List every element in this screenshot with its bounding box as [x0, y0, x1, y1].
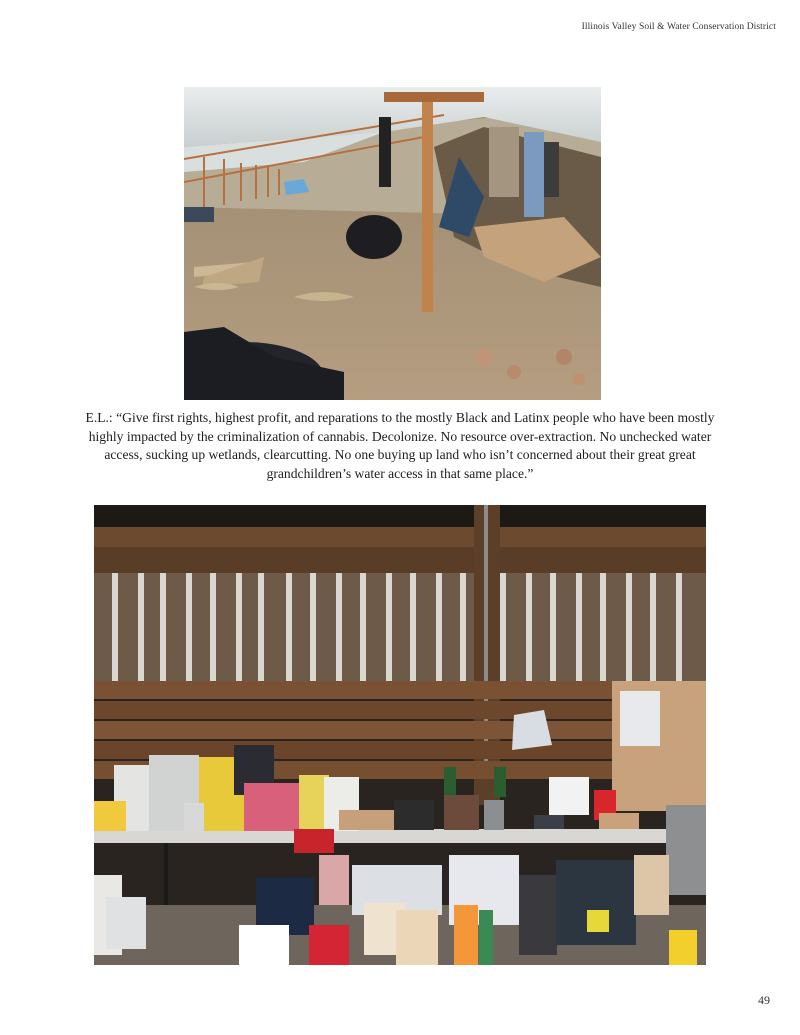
photo-hoophouse-encampment	[184, 87, 601, 400]
running-header: Illinois Valley Soil & Water Conservation District	[581, 22, 776, 32]
photo-caption-quote: E.L.: “Give first rights, highest profit, and reparations to the mostly Black and Latinx people who have been mostly highly impacted by the criminalization of cannabis. Decolonize. No resource over-extraction. No unchecked water access, sucking up wetlands, clearcutting. No one buying up land who isn’t concerned about their great great grandchildren’s water access in that same place.”	[85, 410, 715, 481]
photo-barn-supplies	[94, 505, 706, 965]
page-number: 49	[758, 993, 770, 1007]
